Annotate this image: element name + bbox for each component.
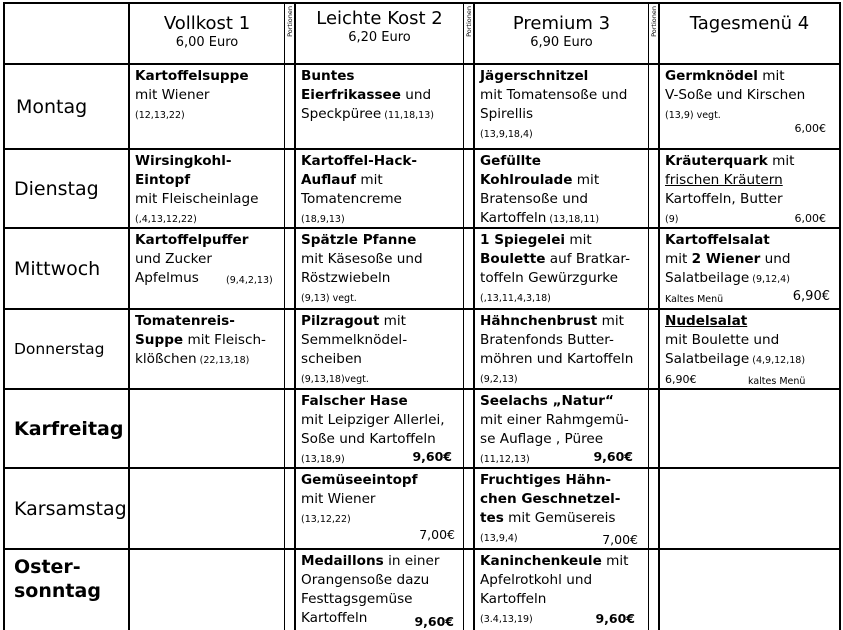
dish-name: Germknödel xyxy=(665,68,758,84)
column-title: Vollkost 1 xyxy=(163,13,251,34)
allergens: (13,12,22) xyxy=(301,514,351,525)
dish-name: Hähnchenbrust xyxy=(480,313,598,329)
portionen-label: Portionen xyxy=(465,6,473,37)
dish-text: klößchen xyxy=(135,351,197,367)
allergens: (11,12,13) xyxy=(480,454,530,465)
allergens: (3.4,13,19) xyxy=(480,614,533,625)
dish-text: mit xyxy=(572,172,600,188)
dish-text: Festtagsgemüse xyxy=(301,591,413,607)
dish-text: Soße und Kartoffeln xyxy=(301,431,436,447)
menu-cell xyxy=(660,65,839,148)
menu-cell xyxy=(475,310,648,388)
dish-text: frischen Kräutern xyxy=(665,172,783,188)
dish-name: Eierfrikassee xyxy=(301,87,401,103)
allergens: (,13,11,4,3,18) xyxy=(480,293,551,304)
day-label-line: Oster- xyxy=(14,556,81,578)
dish-name: Fruchtiges Hähn- xyxy=(480,472,612,488)
dish-text: und xyxy=(400,87,432,103)
dish-text: Kartoffeln xyxy=(301,610,368,626)
table-border-right xyxy=(839,2,841,630)
menu-cell xyxy=(296,310,463,388)
dish-text: mit Tomatensoße und xyxy=(480,87,628,103)
dish-text: Apfelrotkohl und xyxy=(480,572,593,588)
dish-name: Kohlroulade xyxy=(480,172,573,188)
dish-text: Salatbeilage xyxy=(665,351,750,367)
allergens: (13,18,9) xyxy=(301,454,345,465)
allergens: (13,9,18,4) xyxy=(480,129,533,140)
dish-text: Bratenfonds Butter- xyxy=(480,332,614,348)
col-divider xyxy=(648,2,649,630)
dish-price: 6,00€ xyxy=(794,212,826,225)
menu-cell xyxy=(660,150,839,227)
dish-text: V-Soße und Kirschen xyxy=(665,87,806,103)
allergens: (22,13,18) xyxy=(196,355,250,366)
dish-name: chen Geschnetzel- xyxy=(480,491,621,507)
menu-cell xyxy=(296,150,463,227)
dish-text: Bratensoße und xyxy=(480,191,589,207)
dish-price: 9,60€ xyxy=(593,449,633,464)
menu-cell xyxy=(475,150,648,227)
menu-cell xyxy=(130,229,284,308)
dish-name: Kartoffelsalat xyxy=(665,232,770,248)
dish-text: und xyxy=(760,251,791,267)
menu-cell xyxy=(475,229,648,308)
dish-text: Röstzwiebeln xyxy=(301,270,391,286)
allergens: (12,13,22) xyxy=(135,110,185,121)
menu-cell xyxy=(296,390,463,467)
dish-name: Medaillons xyxy=(301,553,384,569)
dish-text: Speckpüree xyxy=(301,106,382,122)
dish-name: Jägerschnitzel xyxy=(480,68,589,84)
dish-text: mit xyxy=(379,313,406,329)
dish-name: Eintopf xyxy=(135,172,191,188)
dish-name: Falscher Hase xyxy=(301,393,408,409)
menu-cell xyxy=(296,469,463,548)
column-price: 6,20 Euro xyxy=(348,30,411,45)
dish-name: Boulette xyxy=(480,251,546,267)
dish-text: Kartoffeln xyxy=(480,591,547,607)
allergens: (13,9,4) xyxy=(480,533,518,544)
column-price: 6,90 Euro xyxy=(530,35,593,50)
day-label-montag: Montag xyxy=(16,95,88,118)
allergens: (18,9,13) xyxy=(301,214,345,225)
dish-text: mit Fleisch- xyxy=(183,332,266,348)
dish-text: mit xyxy=(767,153,795,169)
allergens: (13,9) vegt. xyxy=(665,110,721,121)
menu-cell xyxy=(660,310,839,388)
column-header-premium xyxy=(475,4,648,63)
dish-price: 9,60€ xyxy=(412,449,452,464)
dish-price: 7,00€ xyxy=(419,527,455,542)
dish-text: mit einer Rahmgemü- xyxy=(480,412,629,428)
dish-name: Nudelsalat xyxy=(665,313,748,329)
dish-text: scheiben xyxy=(301,351,362,367)
dish-text: Semmelknödel- xyxy=(301,332,408,348)
portionen-label: Portionen xyxy=(650,6,658,37)
portionen-label: Portionen xyxy=(286,6,294,37)
menu-note: Kaltes Menü xyxy=(665,294,724,305)
dish-name: Spätzle Pfanne xyxy=(301,232,417,248)
menu-note: kaltes Menü xyxy=(748,376,806,387)
dish-name: 1 Spiegelei xyxy=(480,232,566,248)
dish-text: se Auflage , Püree xyxy=(480,431,604,447)
dish-name: Seelachs „Natur“ xyxy=(480,393,614,409)
allergens: (9) xyxy=(665,214,679,225)
col-divider xyxy=(284,2,285,630)
allergens: (11,18,13) xyxy=(381,110,434,121)
column-title: Premium 3 xyxy=(512,13,611,34)
column-header-leichte-kost xyxy=(296,4,463,63)
dish-price: 6,90€ xyxy=(665,373,697,386)
column-title: Leichte Kost 2 xyxy=(316,8,443,29)
dish-name: Kaninchenkeule xyxy=(480,553,602,569)
menu-cell xyxy=(475,469,648,548)
dish-price: 6,90€ xyxy=(792,289,830,304)
dish-text: mit xyxy=(601,553,629,569)
dish-price: 9,60€ xyxy=(595,611,635,626)
dish-text: mit Käsesoße und xyxy=(301,251,423,267)
allergens: (,4,13,12,22) xyxy=(135,214,197,225)
dish-text: mit xyxy=(356,172,383,188)
day-label-line: sonntag xyxy=(14,580,101,602)
dish-text: Orangensoße dazu xyxy=(301,572,430,588)
dish-text: mit Boulette und xyxy=(665,332,780,348)
dish-name: Gefüllte xyxy=(480,153,542,169)
dish-price: 7,00€ xyxy=(602,532,638,547)
dish-name: Kartoffel-Hack- xyxy=(301,153,418,169)
dish-name: Pilzragout xyxy=(301,313,380,329)
dish-text: Salatbeilage xyxy=(665,270,750,286)
allergens: (4,9,12,18) xyxy=(749,355,806,366)
menu-cell xyxy=(475,550,648,630)
column-price: 6,00 Euro xyxy=(175,35,239,50)
day-label-karsamstag: Karsamstag xyxy=(14,497,127,520)
column-title: Tagesmenü 4 xyxy=(689,13,810,34)
allergens: (13,18,11) xyxy=(546,214,600,225)
dish-name: Kartoffelsuppe xyxy=(135,68,249,84)
dish-text: mit Wiener xyxy=(135,87,210,103)
dish-price: 6,00€ xyxy=(794,122,826,135)
allergens: (9,13,18)vegt. xyxy=(301,374,369,385)
dish-text: Apfelmus xyxy=(135,270,199,286)
day-label-ostersonntag xyxy=(14,555,128,625)
day-label-donnerstag: Donnerstag xyxy=(14,340,105,358)
dish-text: auf Bratkar- xyxy=(545,251,631,267)
dish-name: tes xyxy=(480,510,504,526)
menu-cell xyxy=(475,65,648,148)
dish-name: Buntes xyxy=(301,68,355,84)
day-label-mittwoch: Mittwoch xyxy=(14,257,101,280)
dish-text: Spirellis xyxy=(480,106,534,122)
dish-name: Suppe xyxy=(135,332,184,348)
dish-text: mit xyxy=(565,232,592,248)
dish-text: mit Gemüsereis xyxy=(503,510,616,526)
dish-text: mit Wiener xyxy=(301,491,376,507)
dish-price: 9,60€ xyxy=(414,614,454,629)
allergens: (9,12,4) xyxy=(749,274,790,285)
dish-name: Tomatenreis- xyxy=(135,313,235,329)
allergens: (9,4,2,13) xyxy=(226,275,273,286)
column-header-tagesmenue xyxy=(660,4,839,63)
dish-name: Auflauf xyxy=(301,172,357,188)
dish-name: 2 Wiener xyxy=(691,251,761,267)
dish-text: möhren und Kartoffeln xyxy=(480,351,634,367)
menu-cell xyxy=(475,390,648,467)
dish-text: toffeln Gewürzgurke xyxy=(480,270,619,286)
dish-text: Tomatencreme xyxy=(301,191,402,207)
dish-text: und Zucker xyxy=(135,251,212,267)
menu-cell xyxy=(296,229,463,308)
menu-cell xyxy=(130,310,284,388)
dish-text: Kartoffeln xyxy=(480,210,547,226)
dish-text: mit xyxy=(597,313,624,329)
menu-cell xyxy=(130,150,284,227)
column-header-vollkost xyxy=(130,4,284,63)
day-label-dienstag: Dienstag xyxy=(14,177,99,200)
dish-text: mit Leipziger Allerlei, xyxy=(301,412,445,428)
menu-cell xyxy=(130,65,284,148)
day-label-karfreitag: Karfreitag xyxy=(14,417,124,440)
dish-text: mit xyxy=(665,251,692,267)
dish-name: Gemüseeintopf xyxy=(301,472,418,488)
col-divider xyxy=(463,2,464,630)
menu-cell xyxy=(296,550,463,630)
dish-text: mit Fleischeinlage xyxy=(135,191,259,207)
dish-text: in einer xyxy=(383,553,440,569)
menu-cell xyxy=(660,229,839,308)
allergens: (9,13) vegt. xyxy=(301,293,357,304)
dish-name: Wirsingkohl- xyxy=(135,153,232,169)
dish-text: Kartoffeln, Butter xyxy=(665,191,783,207)
dish-text: mit xyxy=(757,68,785,84)
dish-name: Kartoffelpuffer xyxy=(135,232,249,248)
dish-name: Kräuterquark xyxy=(665,153,768,169)
allergens: (9,2,13) xyxy=(480,374,518,385)
menu-cell xyxy=(296,65,463,148)
